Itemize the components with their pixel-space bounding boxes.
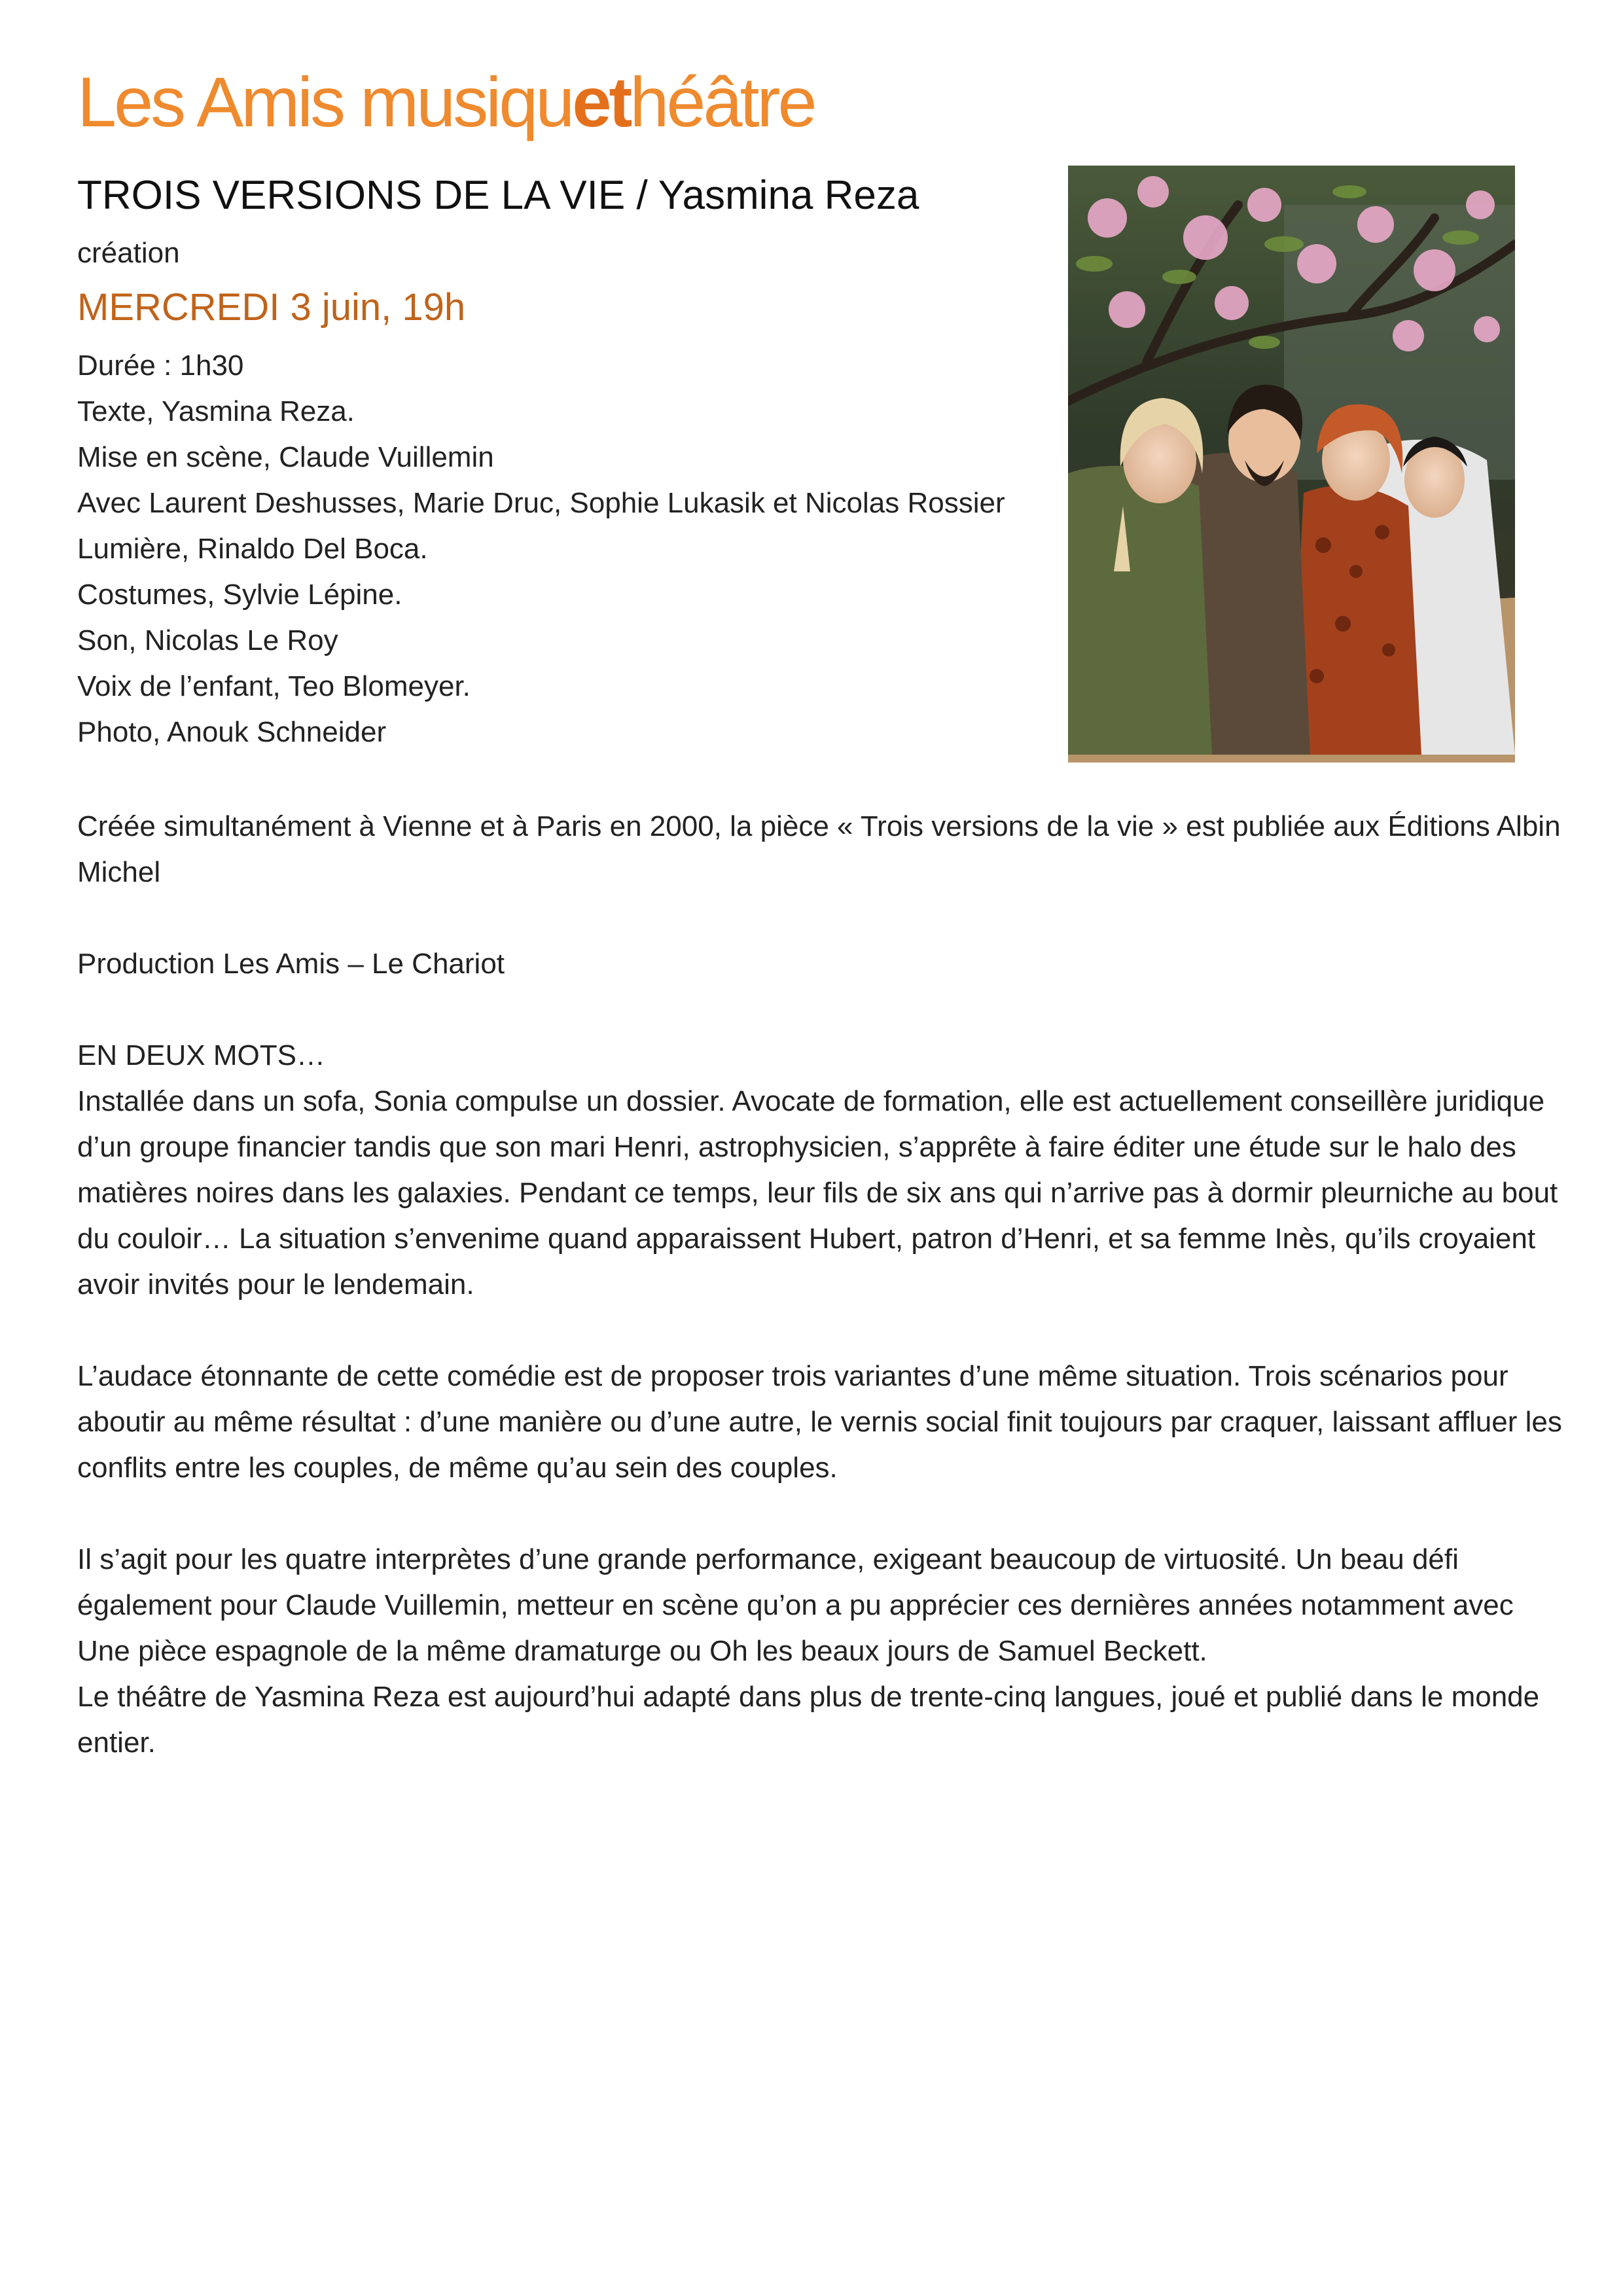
credit-cast: Avec Laurent Deshusses, Marie Druc, Sophie Lukasik et Nicolas Rossier bbox=[77, 487, 1005, 519]
performers-paragraph: Il s’agit pour les quatre interprètes d’une grande performance, exigeant beaucoup de virtuosité. Un beau défi également pour Claude Vuillemin, metteur en scène qu’on a pu apprécier ces dernières années notamment avec Une pièce espagnole de la même dramaturge ou Oh les beaux jours de Samuel Beckett. bbox=[77, 1543, 1514, 1667]
body-text bbox=[77, 804, 1563, 1812]
credit-lighting: Lumière, Rinaldo Del Boca. bbox=[77, 533, 428, 565]
credit-costumes: Costumes, Sylvie Lépine. bbox=[77, 579, 402, 611]
show-title: TROIS VERSIONS DE LA VIE / Yasmina Reza bbox=[77, 173, 919, 218]
intro-paragraph: Créée simultanément à Vienne et à Paris en 2000, la pièce « Trois versions de la vie » est publiée aux Éditions Albin Michel bbox=[77, 810, 1561, 888]
show-date: MERCREDI 3 juin, 19h bbox=[77, 286, 466, 329]
synopsis-paragraph: Installée dans un sofa, Sonia compulse un dossier. Avocate de formation, elle est actuellement conseillère juridique d’un groupe financier tandis que son mari Henri, astrophysicien, s’apprête à faire éditer une étude sur le halo des matières noires dans les galaxies. Pendant ce temps, leur fils de six ans qui n’arrive pas à dormir pleurniche au bout du couloir… La situation s’envenime quand apparaissent Hubert, patron d’Henri, et sa femme Inès, qu’ils croyaient avoir invités pour le lendemain. bbox=[77, 1085, 1558, 1300]
production-line: Production Les Amis – Le Chariot bbox=[77, 948, 505, 980]
author-paragraph: Le théâtre de Yasmina Reza est aujourd’hui adapté dans plus de trente-cinq langues, joué et publié dans le monde entier. bbox=[77, 1681, 1540, 1759]
synopsis-heading: EN DEUX MOTS… bbox=[77, 1039, 325, 1071]
credits-list bbox=[77, 343, 1005, 755]
show-subtitle: création bbox=[77, 237, 180, 269]
logo-wordmark bbox=[77, 62, 815, 141]
logo-text-et: et bbox=[572, 62, 630, 141]
credit-photo: Photo, Anouk Schneider bbox=[77, 716, 387, 748]
credit-duration: Durée : 1h30 bbox=[77, 350, 244, 382]
logo-text-start: Les Amis musiqu bbox=[77, 62, 573, 141]
credit-child-voice: Voix de l’enfant, Teo Blomeyer. bbox=[77, 670, 471, 702]
comedy-paragraph: L’audace étonnante de cette comédie est de proposer trois variantes d’une même situation. Trois scénarios pour aboutir au même résultat : d’une manière ou d’une autre, le vernis social finit toujours par craquer, laissant affluer les conflits entre les couples, de même qu’au sein des couples. bbox=[77, 1360, 1562, 1484]
logo-text-end: héâtre bbox=[630, 62, 815, 141]
credit-text: Texte, Yasmina Reza. bbox=[77, 395, 355, 427]
credit-sound: Son, Nicolas Le Roy bbox=[77, 624, 338, 656]
synopsis-block bbox=[77, 1033, 1563, 1308]
cast-photo bbox=[1068, 166, 1515, 762]
credit-direction: Mise en scène, Claude Vuillemin bbox=[77, 441, 494, 473]
